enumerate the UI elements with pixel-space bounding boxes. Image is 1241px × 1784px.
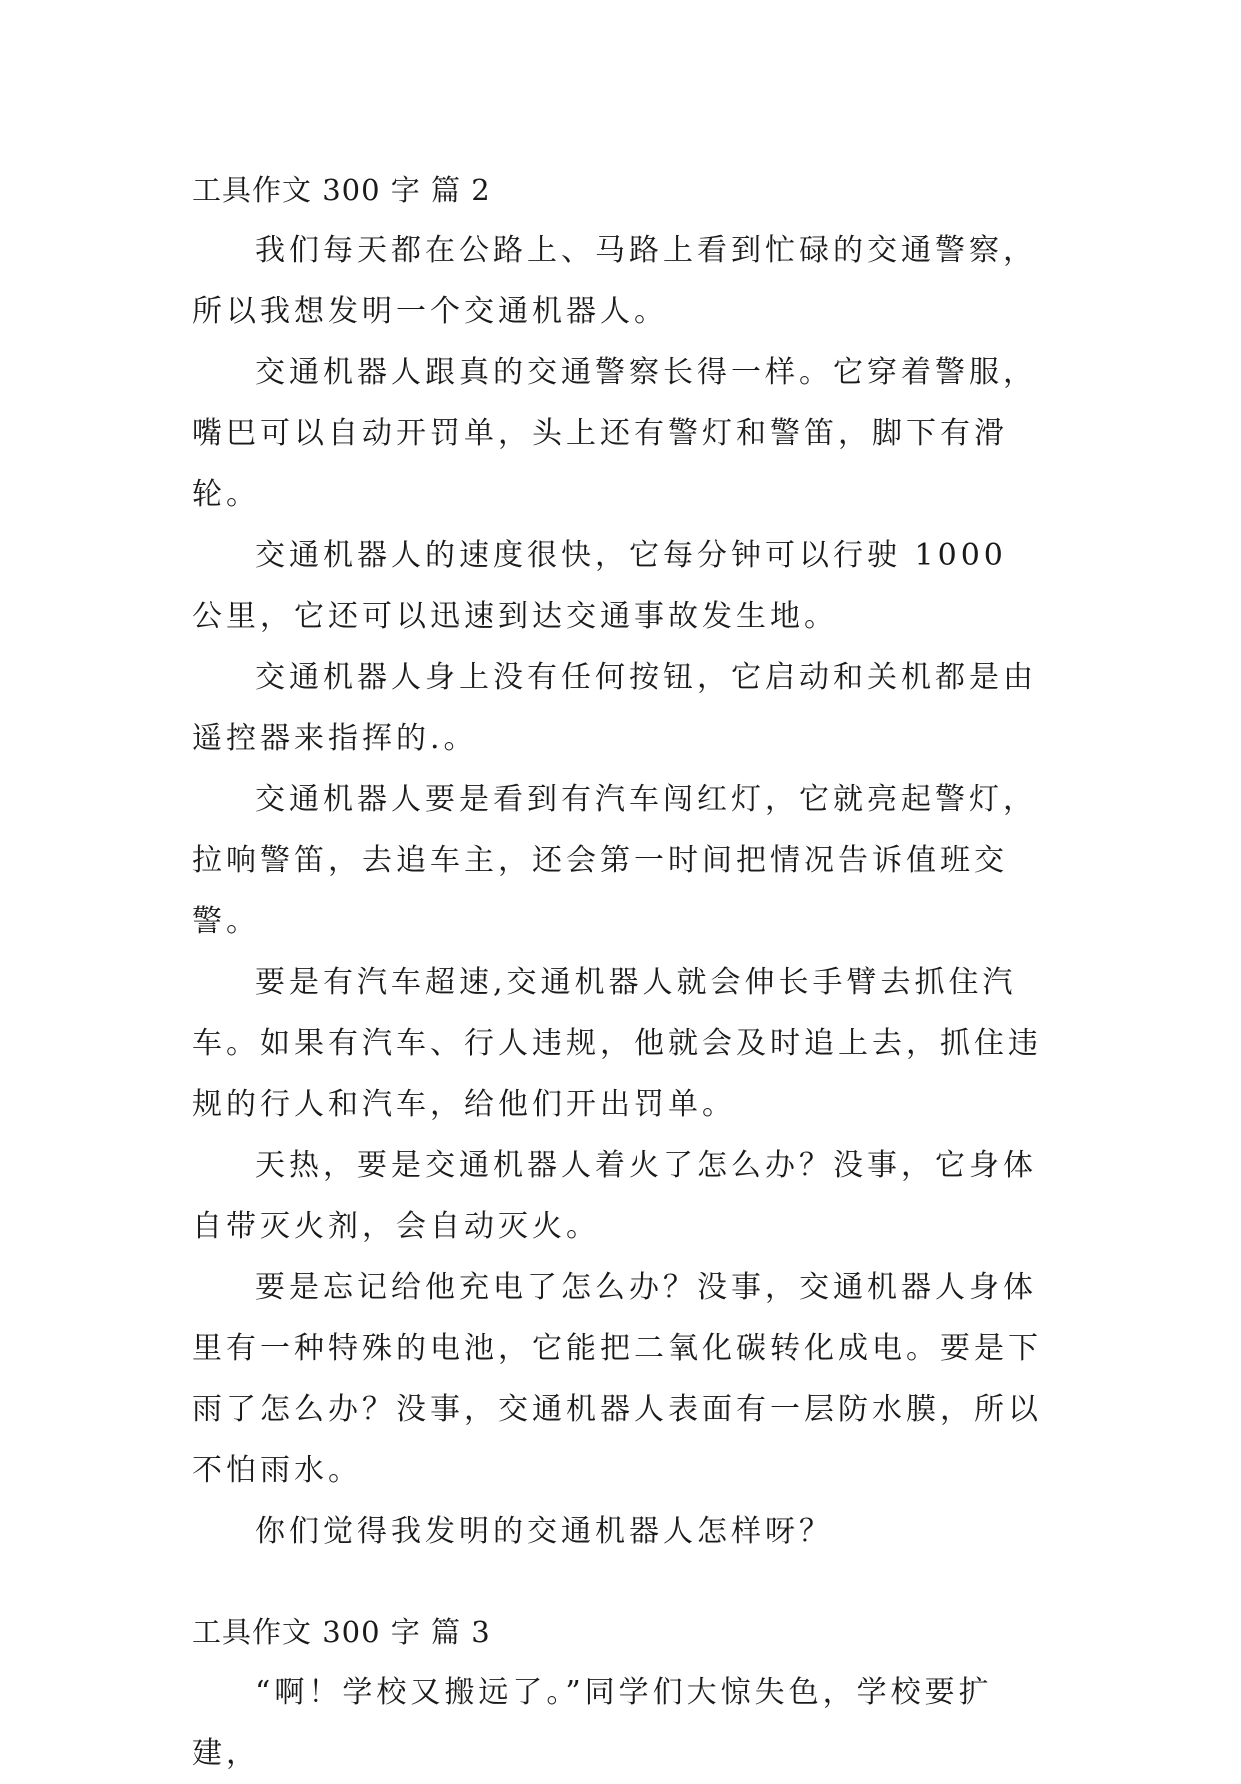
- paragraph: 交通机器人跟真的交通警察长得一样。它穿着警服，嘴巴可以自动开罚单，头上还有警灯和警笛，脚下有滑轮。: [192, 355, 1037, 512]
- section-spacer: [192, 1562, 1052, 1602]
- paragraph: 交通机器人要是看到有汽车闯红灯，它就亮起警灯，拉响警笛，去追车主，还会第一时间把情况告诉值班交警。: [192, 782, 1037, 939]
- document-body: [192, 160, 1052, 1784]
- section-heading-3: 工具作文 300 字 篇 3: [192, 1615, 491, 1649]
- paragraph: 天热，要是交通机器人着火了怎么办？没事，它身体自带灭火剂，会自动灭火。: [192, 1148, 1037, 1244]
- paragraph: 我们每天都在公路上、马路上看到忙碌的交通警察，所以我想发明一个交通机器人。: [192, 233, 1037, 329]
- paragraph: 交通机器人身上没有任何按钮，它启动和关机都是由遥控器来指挥的.。: [192, 660, 1037, 756]
- paragraph: 交通机器人的速度很快，它每分钟可以行驶 1000 公里，它还可以迅速到达交通事故发生地。: [192, 538, 1007, 634]
- paragraph: “啊！学校又搬远了。”同学们大惊失色，学校要扩建，: [192, 1675, 993, 1771]
- paragraph: 要是忘记给他充电了怎么办？没事，交通机器人身体里有一种特殊的电池，它能把二氧化碳转化成电。要是下雨了怎么办？没事，交通机器人表面有一层防水膜，所以不怕雨水。: [192, 1270, 1042, 1488]
- section-heading-2: 工具作文 300 字 篇 2: [192, 173, 491, 207]
- paragraph: 要是有汽车超速,交通机器人就会伸长手臂去抓住汽车。如果有汽车、行人违规，他就会及时追上去，抓住违规的行人和汽车，给他们开出罚单。: [192, 965, 1042, 1122]
- paragraph: 你们觉得我发明的交通机器人怎样呀？: [255, 1514, 833, 1549]
